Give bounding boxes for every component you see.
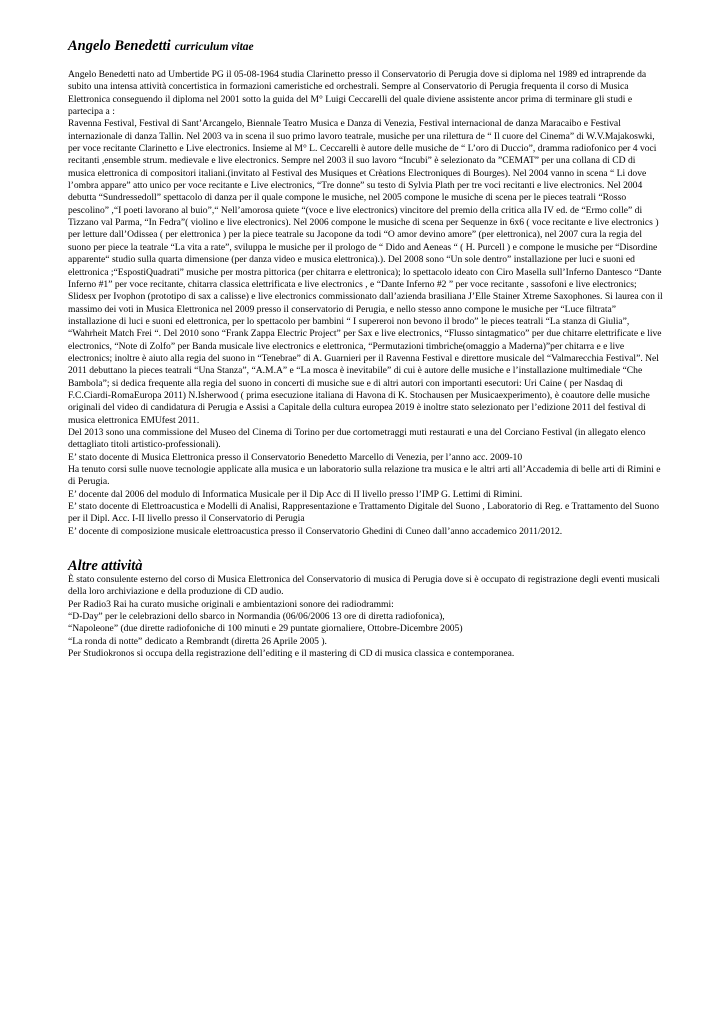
cv-paragraph: Ha tenuto corsi sulle nuove tecnologie applicate alla musica e un laboratorio sulla relazione tra musica e le altri arti all’Accademia di belle arti di Rimini e di Perugia. [68, 464, 661, 488]
cv-paragraph: Del 2013 sono una commissione del Museo del Cinema di Torino per due cortometraggi muti restaurati e una del Corciano Festival (in allegato elenco dettagliato titoli artistico-professionali). [68, 426, 646, 451]
cv-paragraph: E’ stato docente di Musica Elettronica presso il Conservatorio Benedetto Marcello di Venezia, per l’anno acc. 2009-10 [68, 451, 523, 463]
cv-paragraph: Angelo Benedetti nato ad Umbertide PG il 05-08-1964 studia Clarinetto presso il Conservatorio di Perugia dove si diploma nel 1989 ed intraprende da subito una intensa attività concertistica in formazioni cameristiche ed orchestrali. Sempre al Conservatorio di Perugia frequenta il corso di Musica Elettronica conseguendo il diploma nel 2001 sotto la guida del M° Luigi Ceccarelli del quale diviene assistente ancor prima di terminare gli studi e partecipa a : [68, 69, 647, 118]
cv-body [68, 69, 664, 538]
other-paragraph: “La ronda di notte” dedicato a Rembrandt (diretta 26 Aprile 2005 ). [68, 635, 327, 647]
other-paragraph: “D-Day” per le celebrazioni dello sbarco in Normandia (06/06/2006 13 ore di diretta radiofonica), [68, 611, 445, 623]
other-activities-body [68, 574, 664, 660]
cv-paragraph: E’ stato docente di Elettroacustica e Modelli di Analisi, Rappresentazione e Trattamento Digitale del Suono , Laboratorio di Reg. e Trattamento del Suono per il Dipl. Acc. I-II livello presso il Conservatorio di Perugia [68, 501, 660, 525]
document-page [68, 38, 664, 660]
cv-paragraph: E’ docente dal 2006 del modulo di Informatica Musicale per il Dip Acc di II livello presso l’IMP G. Lettimi di Rimini. [68, 488, 523, 500]
other-paragraph: “Napoleone” (due dirette radiofoniche di 100 minuti e 29 puntate giornaliere, Ottobre-Dicembre 2005) [68, 623, 463, 635]
document-title [68, 38, 664, 55]
document-subtitle: curriculum vitae [174, 41, 254, 53]
author-name: Angelo Benedetti [68, 38, 171, 54]
other-paragraph: Per Radio3 Rai ha curato musiche originali e ambientazioni sonore dei radiodrammi: [68, 598, 394, 610]
other-paragraph: Per Studiokronos si occupa della registrazione dell’editing e il mastering di CD di musica classica e contemporanea. [68, 648, 515, 660]
cv-paragraph: E’ docente di composizione musicale elettroacustica presso il Conservatorio Ghedini di Cuneo dall’anno accademico 2011/2012. [68, 525, 563, 537]
other-paragraph: È stato consulente esterno del corso di Musica Elettronica del Conservatorio di musica di Perugia dove si è occupato di registrazione degli eventi musicali della loro archiviazione e della produzione di CD audio. [68, 574, 660, 598]
section-heading-other-activities: Altre attività [68, 558, 143, 575]
cv-paragraph: Ravenna Festival, Festival di Sant’Arcangelo, Biennale Teatro Musica e Danza di Venezia, Festival internacional de danza Maracaibo e Festival internazionale di danza Tallin. Nel 2003 va in scena il suo primo lavoro teatrale, musiche per una rilettura de “ Il cuore del Cinema” di W.V.Majakoswki, per voce recitante Clarinetto e Live electronics. Insieme al M° L. Ceccarelli è autore delle musiche de “ L’oro di Duccio”, dramma radiofonico per 4 voci recitanti ,ensemble strum. medievale e live electronics. Sempre nel 2003 il suo lavoro “Incubi” è selezionato da ”CEMAT” per una collana di CD di musica elettronica di compositori italiani.(invitato al Festival des Musiques et Crèations Electroniques di Bourges). Nel 2004 vanno in scena “ Li dove l’ombra appare” atto unico per voce recitante e Live electronics, “Tre donne” su testo di Sylvia Plath per tre voci recitanti e live electronics. Nel 2004 debutta “Sundressedoll” spettacolo di danza per il quale compone le musiche, nel 2005 compone le musiche di scena per le pieces teatrali “Rosso pescolino” ,“I poeti lavorano al buio”,“ Nell’amorosa quiete “(voce e live electronics) vincitore del premio della critica alla IV ed. de “Ermo colle” di Tizzano val Parma, “In Fedra”( violino e live electronics). Nel 2006 compone le musiche di scena per Sequenze in 6x6 ( voce recitante e live electronics ) per letture dall’Odissea ( per elettronica ) per la piece teatrale su Jacopone da todi “O amor devino amore” (per elettronica), nel 2007 cura la regia del suono per piece la teatrale “La vita a rate”, sviluppa le musiche per il prologo de “ Dido and Aeneas “ ( H. Purcell ) e compone le musiche per “Disordine apparente“ studio sulla quarta dimensione (per danza video e musica elettronica).). Del 2008 sono “Un sole dentro” installazione per luci e suoni ed elettronica ;“EspostiQuadrati” musiche per mostra pittorica (per chitarra e elettronica); lo spettacolo ideato con Ciro Masella sull’Inferno Dantesco “Dante Inferno #1” per voce recitante, chitarra classica elettrificata e live electronics , e “Dante Inferno #2 ” per voce recitante , sassofoni e live electronics; Slidesx per Ivophon (prototipo di sax a calisse) e live electronics commissionato dall’azienda brasiliana J’Elle Stainer Xtreme Saxophones. Si laurea con il massimo dei voti in Musica Elettronica nel 2009 presso il conservatorio di Perugia, e nello stesso anno compone le musiche per “Luce filtrata” installazione di luci e suoni ed elettronica, per lo spettacolo per bambini “ I supereroi non bevono il brodo” le pieces teatrali “La stanza di Giulia”, “Wahrheit Match Frei “. Del 2010 sono “Frank Zappa Electric Project” per Sax e live electronics, “Flusso sintagmatico” per due chitarre elettrificate e live electronics, “Note di Zolfo” per Banda musicale live electronics e elettronica, “Permutazioni timbriche(omaggio a Maderna)”per chitarra e e live electronics; inoltre è aiuto alla regia del suono in “Tenebrae” di A. Guarnieri per il Ravenna Festival e direttore musicale del “Valmarecchia Festival”. Nel 2011 debuttano la pieces teatrali “Una Stanza”, “A.M.A” e “La mosca è inevitabile” di cui è autore delle musiche e l’installazione multimediale “Che Bambola”; si dedica frequente alla regia del suono in concerti di musiche sue e di altri autori con importanti esecutori: Uri Caine ( per Nasdaq di F.C.Ciardi-RomaEuropa 2011) N.Isherwood ( prima esecuzione italiana di Havona di K. Stochausen per Musicaexperimento), è coautore delle musiche originali del video di candidatura di Perugia e Assisi a Capitale della cultura europea 2019 è inoltre stato selezionato per l’edizione 2011 del festival di musica elettronica EMUfest 2011. [68, 118, 663, 426]
